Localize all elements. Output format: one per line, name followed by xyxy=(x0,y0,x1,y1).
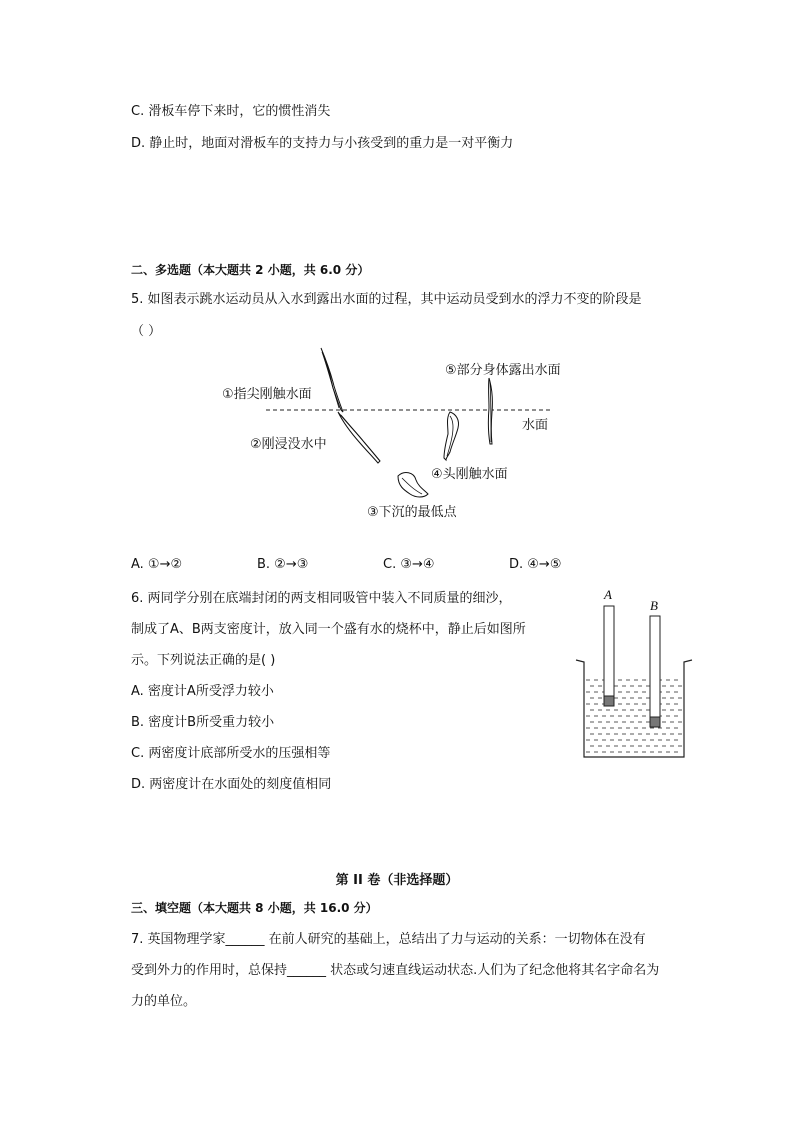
q5-option-b: B. ②→③ xyxy=(257,557,309,572)
q6-stem-line1: 6. 两同学分别在底端封闭的两支相同吸管中装入不同质量的细沙， xyxy=(131,591,512,606)
q6-stem-line2: 制成了A、B两支密度计，放入同一个盛有水的烧杯中，静止后如图所 xyxy=(131,622,526,637)
q5-option-a: A. ①→② xyxy=(131,557,183,572)
section-heading-multiple-choice: 二、多选题（本大题共 2 小题，共 6.0 分） xyxy=(131,263,370,277)
q5-option-c: C. ③→④ xyxy=(383,557,435,572)
q5-stem-line1: 5. 如图表示跳水运动员从入水到露出水面的过程，其中运动员受到水的浮力不变的阶段是 xyxy=(131,292,642,307)
q5-label-stage1: ①指尖刚触水面 xyxy=(222,387,312,402)
beaker-outline xyxy=(576,660,692,757)
water-dashes xyxy=(586,680,682,752)
q5-label-stage2: ②刚浸没水中 xyxy=(250,437,327,452)
part2-title: 第 II 卷（非选择题） xyxy=(335,873,459,888)
q4-option-d: D. 静止时，地面对滑板车的支持力与小孩受到的重力是一对平衡力 xyxy=(131,136,514,151)
q6-stem-line3: 示。下列说法正确的是( ) xyxy=(131,653,276,668)
densimeter-a xyxy=(604,606,614,706)
densimeter-a-sand xyxy=(604,696,614,706)
q4-option-c: C. 滑板车停下来时，它的惯性消失 xyxy=(131,104,331,119)
q7-line2: 受到外力的作用时，总保持______ 状态或匀速直线运动状态.人们为了纪念他将其名字命名为 xyxy=(131,963,660,978)
q5-label-water-surface: 水面 xyxy=(522,418,549,433)
section-heading-fill-blank: 三、填空题（本大题共 8 小题，共 16.0 分） xyxy=(131,901,378,915)
q5-option-d: D. ④→⑤ xyxy=(509,557,562,572)
q6-label-a: A xyxy=(604,587,612,602)
q5-label-stage4: ④头刚触水面 xyxy=(431,467,508,482)
q6-option-d: D. 两密度计在水面处的刻度值相同 xyxy=(131,777,332,792)
q5-stem-line2: （ ） xyxy=(131,324,162,339)
densimeter-b-sand xyxy=(650,717,660,727)
q5-label-stage5: ⑤部分身体露出水面 xyxy=(445,363,561,378)
q6-option-b: B. 密度计B所受重力较小 xyxy=(131,715,275,730)
q7-line1: 7. 英国物理学家______ 在前人研究的基础上，总结出了力与运动的关系：一切物体在没有 xyxy=(131,932,646,947)
densimeter-b xyxy=(650,616,660,727)
q6-label-b: B xyxy=(650,598,658,613)
q7-line3: 力的单位。 xyxy=(131,994,197,1009)
q5-label-stage3: ③下沉的最低点 xyxy=(367,505,457,520)
q6-option-a: A. 密度计A所受浮力较小 xyxy=(131,684,274,699)
q6-option-c: C. 两密度计底部所受水的压强相等 xyxy=(131,746,331,761)
